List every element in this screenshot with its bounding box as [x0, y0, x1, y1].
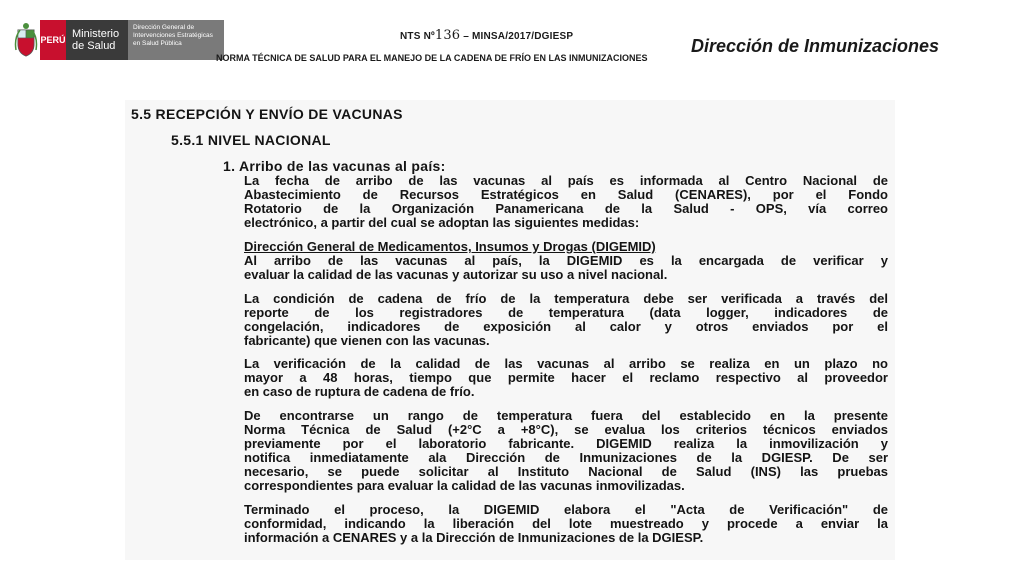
- para4-line: La verificación de la calidad de las vacunas al arribo se realiza en un plazo no: [244, 356, 888, 371]
- para3-line: reporte de los registradores de temperatura (data logger, indicadores de: [244, 305, 888, 320]
- para1-line: La fecha de arribo de las vacunas al país es informada al Centro Nacional de: [244, 173, 888, 188]
- para1-line: Rotatorio de la Organización Panamericana de la Salud - OPS, vía correo: [244, 201, 888, 216]
- para1-line: Abastecimiento de Recursos Estratégicos en Salud (CENARES), por el Fondo: [244, 187, 888, 202]
- item-title: 1. Arribo de las vacunas al país:: [223, 158, 446, 174]
- section-title: 5.5 RECEPCIÓN Y ENVÍO DE VACUNAS: [131, 106, 403, 122]
- logo-ministry: Ministerio de Salud: [66, 20, 128, 60]
- para3-line: La condición de cadena de frío de la temperatura debe ser verificada a través del: [244, 291, 888, 306]
- nts-suffix: – MINSA/2017/DGIESP: [463, 31, 574, 42]
- peru-coat-of-arms-icon: [14, 20, 38, 60]
- logo-direccion: Dirección General de Intervenciones Estratégicas en Salud Pública: [128, 20, 224, 60]
- para4-line: en caso de ruptura de cadena de frío.: [244, 384, 475, 399]
- para5-line: notifica inmediatamente ala Dirección de Inmunizaciones de la DGIESP. De ser: [244, 450, 888, 465]
- para5-line: correspondientes para evaluar la calidad de las vacunas inmovilizadas.: [244, 478, 685, 493]
- para3-line: fabricante) que vienen con las vacunas.: [244, 333, 490, 348]
- para6-line: conformidad, indicando la liberación del lote muestreado y procede a enviar la: [244, 516, 888, 531]
- logo-country: PERÚ: [40, 20, 66, 60]
- para1-line: electrónico, a partir del cual se adoptan las siguientes medidas:: [244, 215, 640, 230]
- para5-line: De encontrarse un rango de temperatura fuera del establecido en la presente: [244, 408, 888, 423]
- minsa-logo: [14, 20, 224, 60]
- para3-line: congelación, indicadores de exposición al calor y otros enviados por el: [244, 319, 888, 334]
- para4-line: mayor a 48 horas, tiempo que permite hacer el reclamo respectivo al proveedor: [244, 370, 888, 385]
- para5-line: Norma Técnica de Salud (+2°C a +8°C), se evalua los criterios técnicos enviados: [244, 422, 888, 437]
- para5-line: necesario, se puede solicitar al Instituto Nacional de Salud (INS) las pruebas: [244, 464, 888, 479]
- document-scan: [125, 100, 895, 560]
- digemid-heading: Dirección General de Medicamentos, Insumos y Drogas (DIGEMID): [244, 239, 656, 254]
- para2-line: Al arribo de las vacunas al país, la DIGEMID es la encargada de verificar y: [244, 253, 888, 268]
- direccion-inmunizaciones-title: Dirección de Inmunizaciones: [691, 36, 940, 56]
- nts-number: 136: [434, 28, 461, 43]
- para6-line: Terminado el proceso, la DIGEMID elabora el "Acta de Verificación" de: [244, 502, 888, 517]
- para5-line: previamente por el laboratorio fabricante. DIGEMID realiza la inmovilización y: [244, 436, 888, 451]
- norma-title: NORMA TÉCNICA DE SALUD PARA EL MANEJO DE LA CADENA DE FRÍO EN LAS INMUNIZACIONES: [216, 53, 648, 63]
- nts-code: [400, 28, 573, 43]
- subsection-title: 5.5.1 NIVEL NACIONAL: [171, 132, 331, 148]
- para2-line: evaluar la calidad de las vacunas y autorizar su uso a nivel nacional.: [244, 267, 668, 282]
- para6-line: información a CENARES y a la Dirección de Inmunizaciones de la DGIESP.: [244, 530, 704, 545]
- nts-prefix: NTS Nº: [400, 31, 435, 42]
